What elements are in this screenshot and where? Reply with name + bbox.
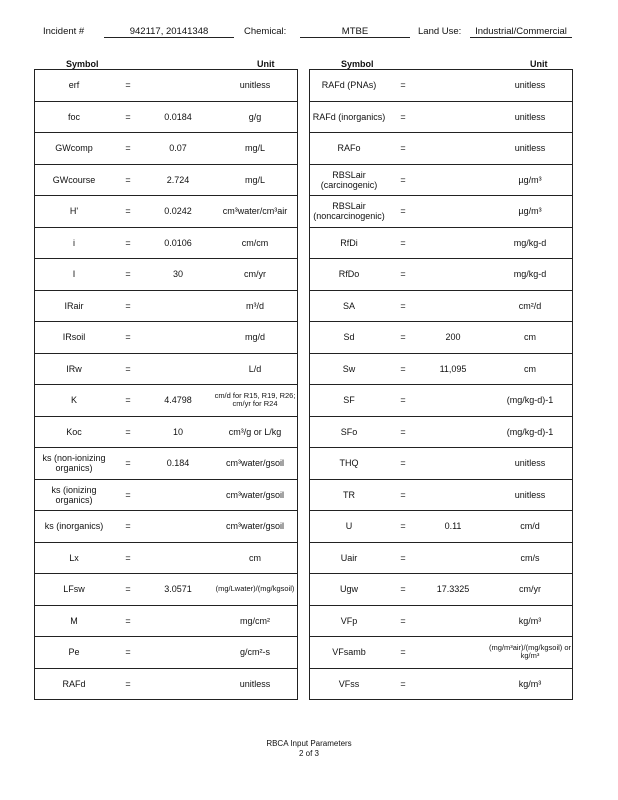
param-value: 4.4798 bbox=[164, 395, 192, 406]
param-symbol: RAFd (inorganics) bbox=[312, 111, 386, 122]
param-symbol: VFss bbox=[338, 678, 360, 689]
equals-sign: = bbox=[400, 174, 406, 185]
param-unit: mg/kg-d bbox=[513, 237, 547, 248]
param-value: 3.0571 bbox=[164, 584, 192, 595]
param-symbol: IRsoil bbox=[62, 332, 86, 343]
landuse-label: Land Use: bbox=[418, 26, 462, 37]
equals-sign: = bbox=[125, 678, 131, 689]
page-footer bbox=[0, 739, 618, 759]
param-value: 200 bbox=[445, 332, 461, 343]
left-table-row bbox=[35, 543, 297, 575]
left-table-row bbox=[35, 322, 297, 354]
param-value: 0.11 bbox=[444, 521, 462, 532]
param-symbol: RAFo bbox=[337, 143, 361, 154]
left-unit-heading: Unit bbox=[257, 59, 275, 69]
param-unit: cm/s bbox=[520, 552, 540, 563]
param-value: 30 bbox=[172, 269, 183, 280]
param-symbol: RAFd bbox=[62, 678, 86, 689]
param-unit: cm/yr bbox=[244, 269, 266, 280]
right-table-row bbox=[310, 228, 572, 260]
param-value bbox=[418, 228, 488, 259]
param-unit: cm³water/gsoil bbox=[225, 521, 284, 532]
param-symbol: SF bbox=[343, 395, 355, 406]
equals-sign: = bbox=[125, 615, 131, 626]
right-table-row bbox=[310, 606, 572, 638]
param-symbol: VFp bbox=[340, 615, 358, 626]
param-value bbox=[418, 259, 488, 290]
param-value bbox=[418, 480, 488, 511]
right-table-row bbox=[310, 165, 572, 197]
left-table-row bbox=[35, 574, 297, 606]
equals-sign: = bbox=[125, 237, 131, 248]
param-symbol: GWcourse bbox=[52, 174, 96, 185]
equals-sign: = bbox=[400, 584, 406, 595]
left-table-row bbox=[35, 669, 297, 701]
param-symbol: Koc bbox=[66, 426, 82, 437]
param-value bbox=[418, 196, 488, 227]
equals-sign: = bbox=[125, 332, 131, 343]
param-value bbox=[418, 637, 488, 668]
right-table-row bbox=[310, 133, 572, 165]
param-unit: unitless bbox=[239, 80, 271, 91]
left-table-row bbox=[35, 228, 297, 260]
equals-sign: = bbox=[125, 521, 131, 532]
equals-sign: = bbox=[125, 458, 131, 469]
param-symbol: TR bbox=[343, 489, 355, 500]
param-unit: cm³water/cm³air bbox=[222, 206, 288, 217]
param-symbol: H' bbox=[69, 206, 79, 217]
param-symbol: IRw bbox=[66, 363, 82, 374]
param-unit: unitless bbox=[514, 489, 546, 500]
param-symbol: RfDi bbox=[340, 237, 358, 248]
equals-sign: = bbox=[400, 300, 406, 311]
param-symbol: ks (non-ionizing organics) bbox=[42, 453, 106, 474]
param-symbol: IRair bbox=[64, 300, 84, 311]
param-value bbox=[143, 354, 213, 385]
param-value bbox=[418, 102, 488, 133]
right-table-row bbox=[310, 291, 572, 323]
left-table-row bbox=[35, 354, 297, 386]
param-value: 0.184 bbox=[166, 458, 190, 469]
param-unit: m³/d bbox=[246, 300, 264, 311]
left-parameter-table bbox=[34, 69, 298, 700]
param-unit: µg/m³ bbox=[518, 206, 542, 217]
left-symbol-heading: Symbol bbox=[66, 59, 99, 69]
equals-sign: = bbox=[400, 489, 406, 500]
equals-sign: = bbox=[125, 269, 131, 280]
left-table-row bbox=[35, 102, 297, 134]
param-symbol: M bbox=[70, 615, 78, 626]
param-unit: cm³/g or L/kg bbox=[228, 426, 282, 437]
param-unit: unitless bbox=[239, 678, 271, 689]
left-table-row bbox=[35, 480, 297, 512]
equals-sign: = bbox=[400, 521, 406, 532]
param-symbol: THQ bbox=[339, 458, 359, 469]
equals-sign: = bbox=[125, 395, 131, 406]
param-unit: kg/m³ bbox=[518, 678, 542, 689]
param-value bbox=[418, 291, 488, 322]
left-table-row bbox=[35, 133, 297, 165]
param-unit: mg/cm² bbox=[240, 615, 270, 626]
param-unit: unitless bbox=[514, 80, 546, 91]
right-table-row bbox=[310, 259, 572, 291]
param-value bbox=[418, 417, 488, 448]
param-symbol: ks (inorganics) bbox=[44, 521, 104, 532]
right-table-row bbox=[310, 511, 572, 543]
param-value bbox=[418, 385, 488, 416]
param-value bbox=[418, 133, 488, 164]
equals-sign: = bbox=[125, 206, 131, 217]
param-value: 0.0184 bbox=[164, 111, 192, 122]
param-value bbox=[418, 606, 488, 637]
param-symbol: i bbox=[73, 237, 75, 248]
param-value bbox=[418, 669, 488, 700]
param-symbol: VFsamb bbox=[332, 647, 366, 658]
equals-sign: = bbox=[125, 143, 131, 154]
incident-value: 942117, 20141348 bbox=[104, 26, 234, 38]
incident-label: Incident # bbox=[43, 26, 85, 37]
right-table-row bbox=[310, 543, 572, 575]
equals-sign: = bbox=[400, 269, 406, 280]
param-symbol: foc bbox=[67, 111, 80, 122]
param-value bbox=[143, 70, 213, 101]
param-value: 11,095 bbox=[439, 363, 467, 374]
param-value bbox=[418, 165, 488, 196]
equals-sign: = bbox=[400, 678, 406, 689]
param-symbol: erf bbox=[68, 80, 80, 91]
right-table-row bbox=[310, 637, 572, 669]
equals-sign: = bbox=[125, 647, 131, 658]
param-value bbox=[418, 448, 488, 479]
right-table-row bbox=[310, 385, 572, 417]
param-value bbox=[143, 511, 213, 542]
param-symbol: Sd bbox=[343, 332, 355, 343]
param-unit: cm bbox=[249, 552, 261, 563]
equals-sign: = bbox=[400, 615, 406, 626]
param-symbol: RBSLair (carcinogenic) bbox=[320, 169, 378, 190]
param-value bbox=[143, 291, 213, 322]
right-table-row bbox=[310, 417, 572, 449]
right-table-row bbox=[310, 354, 572, 386]
param-unit: mg/L bbox=[244, 143, 265, 154]
param-value: 0.0242 bbox=[164, 206, 192, 217]
param-value bbox=[143, 669, 213, 700]
param-symbol: Pe bbox=[68, 647, 80, 658]
param-unit: mg/kg-d bbox=[513, 269, 547, 280]
footer-title: RBCA Input Parameters bbox=[266, 739, 352, 748]
left-table-row bbox=[35, 196, 297, 228]
param-symbol: RfDo bbox=[338, 269, 360, 280]
equals-sign: = bbox=[125, 363, 131, 374]
right-unit-heading: Unit bbox=[530, 59, 548, 69]
param-unit: (mg/kg-d)-1 bbox=[506, 426, 554, 437]
footer-page-number: 2 of 3 bbox=[298, 749, 319, 758]
equals-sign: = bbox=[400, 552, 406, 563]
left-table-row bbox=[35, 291, 297, 323]
param-unit: cm/d bbox=[520, 521, 540, 532]
equals-sign: = bbox=[125, 300, 131, 311]
right-table-row bbox=[310, 448, 572, 480]
right-table-row bbox=[310, 574, 572, 606]
param-unit: unitless bbox=[514, 458, 546, 469]
param-symbol: GWcomp bbox=[55, 143, 93, 154]
equals-sign: = bbox=[125, 584, 131, 595]
equals-sign: = bbox=[400, 458, 406, 469]
param-value: 0.07 bbox=[169, 143, 187, 154]
param-unit: cm/cm bbox=[241, 237, 269, 248]
left-table-row bbox=[35, 448, 297, 480]
param-value bbox=[143, 637, 213, 668]
param-symbol: SA bbox=[342, 300, 355, 311]
param-unit: g/g bbox=[248, 111, 262, 122]
param-unit: (mg/kg-d)-1 bbox=[506, 395, 554, 406]
param-unit: L/d bbox=[248, 363, 262, 374]
param-symbol: Sw bbox=[342, 363, 356, 374]
param-value bbox=[143, 480, 213, 511]
equals-sign: = bbox=[400, 647, 406, 658]
param-unit: mg/L bbox=[244, 174, 265, 185]
param-unit: (mg/Lwater)/(mg/kgsoil) bbox=[215, 584, 295, 594]
param-value bbox=[143, 322, 213, 353]
equals-sign: = bbox=[400, 111, 406, 122]
left-table-row bbox=[35, 606, 297, 638]
param-symbol: U bbox=[345, 521, 353, 532]
right-table-row bbox=[310, 196, 572, 228]
landuse-value: Industrial/Commercial bbox=[470, 26, 572, 38]
right-table-row bbox=[310, 669, 572, 701]
param-unit: cm bbox=[524, 332, 536, 343]
equals-sign: = bbox=[125, 489, 131, 500]
param-value bbox=[418, 70, 488, 101]
param-symbol: K bbox=[70, 395, 77, 406]
param-unit: unitless bbox=[514, 143, 546, 154]
equals-sign: = bbox=[125, 552, 131, 563]
param-unit: cm³water/gsoil bbox=[225, 489, 284, 500]
param-value bbox=[143, 543, 213, 574]
param-value: 17.3325 bbox=[436, 584, 470, 595]
page-header bbox=[0, 26, 618, 42]
equals-sign: = bbox=[400, 363, 406, 374]
param-symbol: RBSLair (noncarcinogenic) bbox=[313, 201, 385, 222]
left-table-row bbox=[35, 637, 297, 669]
right-table-row bbox=[310, 480, 572, 512]
right-table-row bbox=[310, 70, 572, 102]
right-table-row bbox=[310, 102, 572, 134]
param-symbol: ks (ionizing organics) bbox=[51, 484, 97, 505]
param-unit: cm/yr bbox=[519, 584, 541, 595]
equals-sign: = bbox=[400, 206, 406, 217]
equals-sign: = bbox=[400, 332, 406, 343]
param-symbol: Uair bbox=[340, 552, 358, 563]
left-table-row bbox=[35, 511, 297, 543]
param-symbol: Lx bbox=[69, 552, 79, 563]
equals-sign: = bbox=[400, 395, 406, 406]
right-symbol-heading: Symbol bbox=[341, 59, 374, 69]
param-unit: cm³water/gsoil bbox=[225, 458, 284, 469]
equals-sign: = bbox=[125, 111, 131, 122]
param-value: 2.724 bbox=[166, 174, 190, 185]
param-unit: g/cm²-s bbox=[240, 647, 270, 658]
left-table-row bbox=[35, 417, 297, 449]
param-unit: unitless bbox=[514, 111, 546, 122]
chemical-value: MTBE bbox=[300, 26, 410, 38]
equals-sign: = bbox=[125, 174, 131, 185]
param-value: 0.0106 bbox=[164, 237, 192, 248]
param-symbol: Ugw bbox=[339, 584, 358, 595]
param-value bbox=[418, 543, 488, 574]
left-table-row bbox=[35, 70, 297, 102]
param-unit: cm²/d bbox=[518, 300, 542, 311]
param-unit: µg/m³ bbox=[518, 174, 542, 185]
param-symbol: I bbox=[72, 269, 76, 280]
param-unit: cm bbox=[524, 363, 536, 374]
right-parameter-table bbox=[309, 69, 573, 700]
equals-sign: = bbox=[400, 237, 406, 248]
param-unit: mg/d bbox=[244, 332, 265, 343]
param-symbol: LFsw bbox=[63, 584, 85, 595]
equals-sign: = bbox=[400, 426, 406, 437]
param-unit: cm/d for R15, R19, R26; cm/yr for R24 bbox=[214, 391, 296, 409]
left-table-row bbox=[35, 259, 297, 291]
left-table-row bbox=[35, 385, 297, 417]
param-symbol: RAFd (PNAs) bbox=[321, 80, 377, 91]
equals-sign: = bbox=[125, 80, 131, 91]
equals-sign: = bbox=[400, 143, 406, 154]
param-value: 10 bbox=[172, 426, 183, 437]
param-unit: kg/m³ bbox=[518, 615, 542, 626]
param-unit: (mg/m³air)/(mg/kgsoil) or kg/m³ bbox=[488, 643, 572, 661]
equals-sign: = bbox=[125, 426, 131, 437]
chemical-label: Chemical: bbox=[244, 26, 287, 37]
equals-sign: = bbox=[400, 80, 406, 91]
right-table-row bbox=[310, 322, 572, 354]
param-symbol: SFo bbox=[340, 426, 358, 437]
left-table-row bbox=[35, 165, 297, 197]
param-value bbox=[143, 606, 213, 637]
